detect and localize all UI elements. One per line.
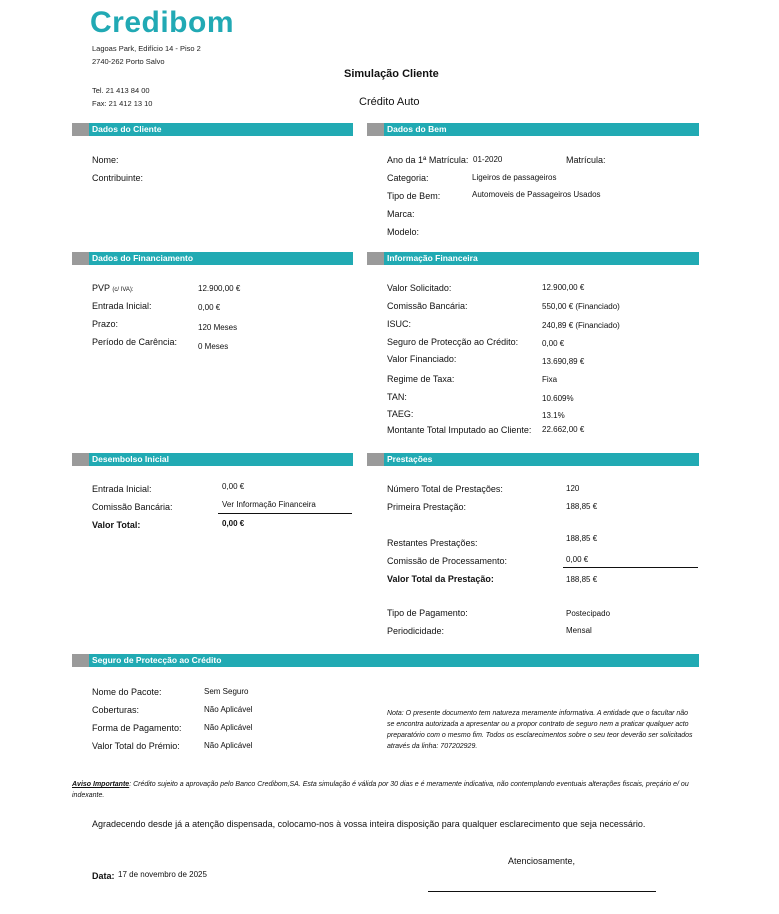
categoria-label: Categoria: xyxy=(387,173,429,183)
info-financeira-value: Fixa xyxy=(542,375,558,384)
closing-regards: Atenciosamente, xyxy=(508,856,576,866)
desembolso-entrada-value: 0,00 € xyxy=(222,482,245,491)
section-desembolso-inicial: Desembolso Inicial xyxy=(72,453,353,466)
pvp-label-text: PVP xyxy=(92,283,110,293)
desembolso-comissao-value: Ver Informação Financeira xyxy=(222,500,316,509)
prazo-label: Prazo: xyxy=(92,319,119,329)
info-financeira-value: 550,00 € (Financiado) xyxy=(542,302,620,311)
seguro-label: Nome do Pacote: xyxy=(92,687,162,697)
tipo-pagamento-value: Postecipado xyxy=(566,609,611,618)
primeira-prestacao-value: 188,85 € xyxy=(566,502,598,511)
fax: Fax: 21 412 13 10 xyxy=(92,99,153,108)
info-financeira-label: Comissão Bancária: xyxy=(387,301,468,311)
marca-label: Marca: xyxy=(387,209,415,219)
modelo-label: Modelo: xyxy=(387,227,420,237)
prestacoes-divider xyxy=(563,567,698,568)
info-financeira-label: Regime de Taxa: xyxy=(387,374,455,384)
info-financeira-value: 13.690,89 € xyxy=(542,357,585,366)
desembolso-divider xyxy=(218,513,352,514)
aviso-label: Aviso Importante xyxy=(72,781,130,788)
section-prestacoes: Prestações xyxy=(367,453,699,466)
aviso-importante xyxy=(72,779,702,801)
desembolso-comissao-label: Comissão Bancária: xyxy=(92,502,173,512)
carencia-value: 0 Meses xyxy=(198,342,229,351)
section-seguro-proteccao: Seguro de Protecção ao Crédito xyxy=(72,654,699,667)
num-prestacoes-value: 120 xyxy=(566,484,580,493)
ano-matricula-label: Ano da 1ª Matrícula: xyxy=(387,155,469,165)
num-prestacoes-label: Número Total de Prestações: xyxy=(387,484,503,494)
tipo-pagamento-label: Tipo de Pagamento: xyxy=(387,608,468,618)
info-financeira-value: 12.900,00 € xyxy=(542,283,585,292)
info-financeira-label: TAEG: xyxy=(387,409,414,419)
section-dados-financiamento: Dados do Financiamento xyxy=(72,252,353,265)
tipo-bem-value: Automoveis de Passageiros Usados xyxy=(472,190,601,199)
info-financeira-label: Seguro de Protecção ao Crédito: xyxy=(387,337,519,347)
seguro-value: Não Aplicável xyxy=(204,723,253,732)
entrada-inicial-value: 0,00 € xyxy=(198,303,221,312)
seguro-value: Não Aplicável xyxy=(204,741,253,750)
contribuinte-label: Contribuinte: xyxy=(92,173,144,183)
date-value: 17 de novembro de 2025 xyxy=(118,870,207,879)
pvp-value: 12.900,00 € xyxy=(198,284,241,293)
seguro-note: Nota: O presente documento tem natureza meramente informativa. A entidade que o facultar não se encontra autorizada a apresentar ou a propor contrato de seguro nem a praticar qualquer acto preparatório com o mesmo fim. Todos os esclarecimentos sobre o seu teor deverão ser solicitados através da linha: 707202929. xyxy=(387,710,693,750)
seguro-label: Coberturas: xyxy=(92,705,140,715)
carencia-label: Período de Carência: xyxy=(92,337,178,347)
pvp-suffix: (c/ IVA): xyxy=(112,287,134,293)
nome-label: Nome: xyxy=(92,155,119,165)
seguro-label: Valor Total do Prémio: xyxy=(92,741,180,751)
credibom-logo: Credibom xyxy=(90,6,235,39)
info-financeira-value: 10.609% xyxy=(542,394,574,403)
matricula-label: Matrícula: xyxy=(566,155,606,165)
aviso-text: : Crédito sujeito a aprovação pelo Banco Credibom,SA. Esta simulação é válida por 30 dias e é meramente indicativa, não contemplando eventuais alterações fiscais, preçário e/ ou indexante. xyxy=(72,781,689,799)
info-financeira-value: 0,00 € xyxy=(542,339,565,348)
primeira-prestacao-label: Primeira Prestação: xyxy=(387,502,467,512)
restantes-prestacoes-label: Restantes Prestações: xyxy=(387,538,478,548)
valor-total-prestacao-value: 188,85 € xyxy=(566,575,598,584)
tipo-bem-label: Tipo de Bem: xyxy=(387,191,441,201)
info-financeira-value: 13.1% xyxy=(542,411,565,420)
periodicidade-value: Mensal xyxy=(566,626,592,635)
ano-matricula-value: 01-2020 xyxy=(473,155,503,164)
valor-total-prestacao-label: Valor Total da Prestação: xyxy=(387,574,494,584)
restantes-prestacoes-value: 188,85 € xyxy=(566,534,598,543)
desembolso-total-label: Valor Total: xyxy=(92,520,141,530)
info-financeira-label: Valor Financiado: xyxy=(387,354,457,364)
signature-line xyxy=(428,891,656,892)
section-informacao-financeira: Informação Financeira xyxy=(367,252,699,265)
desembolso-total-value: 0,00 € xyxy=(222,519,245,528)
info-financeira-label: ISUC: xyxy=(387,319,412,329)
periodicidade-label: Periodicidade: xyxy=(387,626,445,636)
pvp-label xyxy=(92,283,134,293)
comissao-processamento-value: 0,00 € xyxy=(566,555,589,564)
seguro-value: Não Aplicável xyxy=(204,705,253,714)
info-financeira-label: Montante Total Imputado ao Cliente: xyxy=(387,425,532,435)
closing-text: Agradecendo desde já a atenção dispensada, colocamo-nos à vossa inteira disposição para qualquer esclarecimento que seja necessário. xyxy=(92,819,646,829)
telephone: Tel. 21 413 84 00 xyxy=(92,86,150,95)
info-financeira-value: 240,89 € (Financiado) xyxy=(542,321,620,330)
address-line-1: Lagoas Park, Edifício 14 - Piso 2 xyxy=(92,44,201,53)
info-financeira-value: 22.662,00 € xyxy=(542,425,585,434)
section-dados-bem: Dados do Bem xyxy=(367,123,699,136)
entrada-inicial-label: Entrada Inicial: xyxy=(92,301,152,311)
desembolso-entrada-label: Entrada Inicial: xyxy=(92,484,152,494)
seguro-value: Sem Seguro xyxy=(204,687,249,696)
info-financeira-label: TAN: xyxy=(387,392,407,402)
categoria-value: Ligeiros de passageiros xyxy=(472,173,557,182)
page-title: Simulação Cliente xyxy=(344,68,439,80)
section-dados-cliente: Dados do Cliente xyxy=(72,123,353,136)
comissao-processamento-label: Comissão de Processamento: xyxy=(387,556,508,566)
info-financeira-label: Valor Solicitado: xyxy=(387,283,452,293)
prazo-value: 120 Meses xyxy=(198,323,238,332)
address-line-2: 2740-262 Porto Salvo xyxy=(92,57,165,66)
seguro-label: Forma de Pagamento: xyxy=(92,723,182,733)
page-subtitle: Crédito Auto xyxy=(359,96,420,108)
date-label: Data: xyxy=(92,871,115,881)
